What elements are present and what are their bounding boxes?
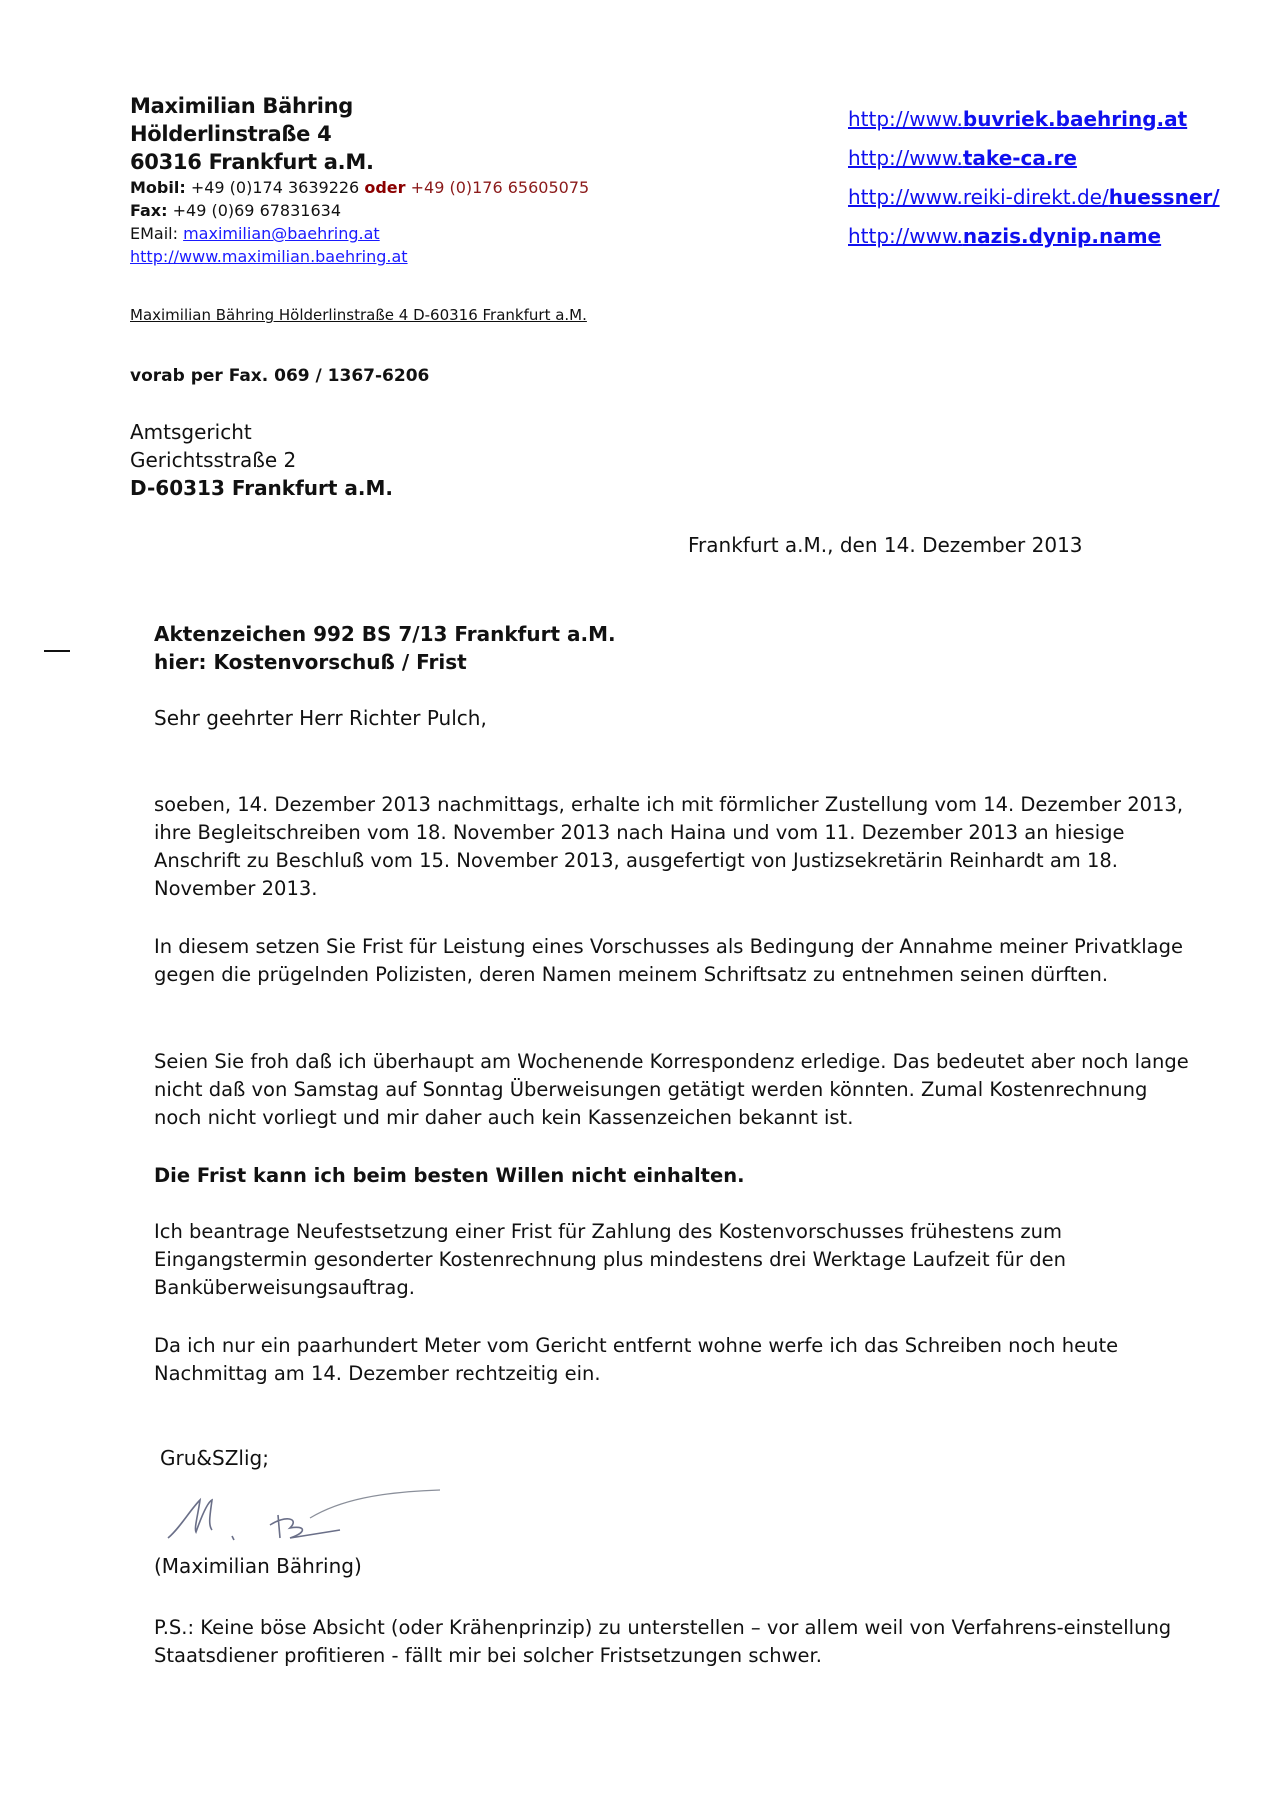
paragraph-text: Da ich nur ein paarhundert Meter vom Gericht entfernt wohne werfe ich das Schreiben noch heute Nachmittag am 14. Dezember rechtzeitig ein. bbox=[154, 1334, 1119, 1385]
paragraph-4-emphasis bbox=[154, 1162, 1194, 1190]
link-prefix: http://www. bbox=[848, 224, 963, 248]
paragraph-text: soeben, 14. Dezember 2013 nachmittags, erhalte ich mit förmlicher Zustellung vom 14. Dezember 2013, ihre Begleitschreiben vom 18. November 2013 nach Haina und vom 11. Dezember 2013 an hiesige Anschrift zu Beschluß vom 15. November 2013, ausgefertigt von Justizsekretärin Reinhardt am 18. November 2013. bbox=[154, 793, 1184, 900]
sender-street: Hölderlinstraße 4 bbox=[130, 122, 332, 146]
recipient-street: Gerichtsstraße 2 bbox=[130, 448, 297, 472]
subject-reference: Aktenzeichen 992 BS 7/13 Frankfurt a.M. bbox=[154, 622, 616, 646]
link-domain: buvriek.baehring.at bbox=[962, 107, 1188, 131]
fax-notice: vorab per Fax. 069 / 1367-6206 bbox=[130, 366, 430, 386]
signature-name: (Maximilian Bähring) bbox=[154, 1554, 362, 1578]
mobile-or: oder bbox=[364, 178, 406, 197]
contact-block bbox=[130, 176, 589, 268]
fax-line bbox=[130, 199, 589, 222]
closing: Gru&SZlig; bbox=[160, 1446, 269, 1470]
mobile-label: Mobil: bbox=[130, 178, 186, 197]
link-reiki[interactable] bbox=[848, 178, 1220, 217]
email-label: EMail: bbox=[130, 224, 178, 243]
paragraph-text: Seien Sie froh daß ich überhaupt am Wochenende Korrespondenz erledige. Das bedeutet aber noch lange nicht daß von Samstag auf Sonntag Überweisungen getätigt werden könnten. Zumal Kostenrechnung noch nicht vorliegt und mir daher auch kein Kassenzeichen bekannt ist. bbox=[154, 1050, 1189, 1129]
link-domain: nazis.dynip.name bbox=[962, 224, 1162, 248]
recipient-block bbox=[130, 418, 393, 502]
paragraph-3 bbox=[154, 1048, 1194, 1132]
letter-date: Frankfurt a.M., den 14. Dezember 2013 bbox=[688, 533, 1083, 557]
paragraph-text: Die Frist kann ich beim besten Willen nicht einhalten. bbox=[154, 1164, 745, 1187]
link-domain: huessner/ bbox=[1108, 185, 1220, 209]
paragraph-1 bbox=[154, 791, 1194, 903]
link-prefix: http://www. bbox=[848, 146, 963, 170]
fax-label: Fax: bbox=[130, 201, 168, 220]
link-prefix: http://www.reiki-direkt.de/ bbox=[848, 185, 1109, 209]
subject-block bbox=[154, 620, 616, 676]
website-link[interactable]: http://www.maximilian.baehring.at bbox=[130, 247, 408, 266]
postscript: P.S.: Keine böse Absicht (oder Krähenprinzip) zu unterstellen – vor allem weil von Verfahrens-einstellung Staatsdiener profitieren - fällt mir bei solcher Fristsetzungen schwer. bbox=[154, 1616, 1172, 1667]
website-line bbox=[130, 245, 589, 268]
salutation: Sehr geehrter Herr Richter Pulch, bbox=[154, 706, 487, 730]
sender-city: 60316 Frankfurt a.M. bbox=[130, 150, 374, 174]
recipient-city: D-60313 Frankfurt a.M. bbox=[130, 476, 394, 500]
mobile-number-2: +49 (0)176 65605075 bbox=[410, 178, 590, 197]
email-line bbox=[130, 222, 589, 245]
link-nazis-dynip[interactable] bbox=[848, 217, 1220, 256]
paragraph-2 bbox=[154, 933, 1194, 989]
mobile-line bbox=[130, 176, 589, 199]
return-address: Maximilian Bähring Hölderlinstraße 4 D-60316 Frankfurt a.M. bbox=[130, 306, 587, 324]
paragraph-text: Ich beantrage Neufestsetzung einer Frist für Zahlung des Kostenvorschusses frühestens zum Eingangstermin gesonderter Kostenrechnung plus mindestens drei Werktage Laufzeit für den Banküberweisungsauftrag. bbox=[154, 1220, 1066, 1299]
paragraph-text: In diesem setzen Sie Frist für Leistung eines Vorschusses als Bedingung der Annahme meiner Privatklage gegen die prügelnden Polizisten, deren Namen meinem Schriftsatz zu entnehmen seinen dürften. bbox=[154, 935, 1183, 986]
fax-number: +49 (0)69 67831634 bbox=[172, 201, 342, 220]
link-buvriek[interactable] bbox=[848, 100, 1220, 139]
email-link[interactable]: maximilian@baehring.at bbox=[183, 224, 380, 243]
link-take-care[interactable] bbox=[848, 139, 1220, 178]
link-prefix: http://www. bbox=[848, 107, 963, 131]
sender-block bbox=[130, 92, 374, 176]
subject-topic: hier: Kostenvorschuß / Frist bbox=[154, 650, 467, 674]
mobile-number-1: +49 (0)174 3639226 bbox=[190, 178, 360, 197]
sender-name: Maximilian Bähring bbox=[130, 94, 353, 118]
paragraph-6 bbox=[154, 1332, 1194, 1388]
signature-icon bbox=[150, 1470, 450, 1550]
recipient-name: Amtsgericht bbox=[130, 420, 252, 444]
fold-mark bbox=[44, 650, 70, 652]
link-domain: take-ca.re bbox=[962, 146, 1077, 170]
paragraph-5 bbox=[154, 1218, 1194, 1302]
signature-image bbox=[150, 1470, 450, 1554]
header-links bbox=[848, 100, 1220, 256]
